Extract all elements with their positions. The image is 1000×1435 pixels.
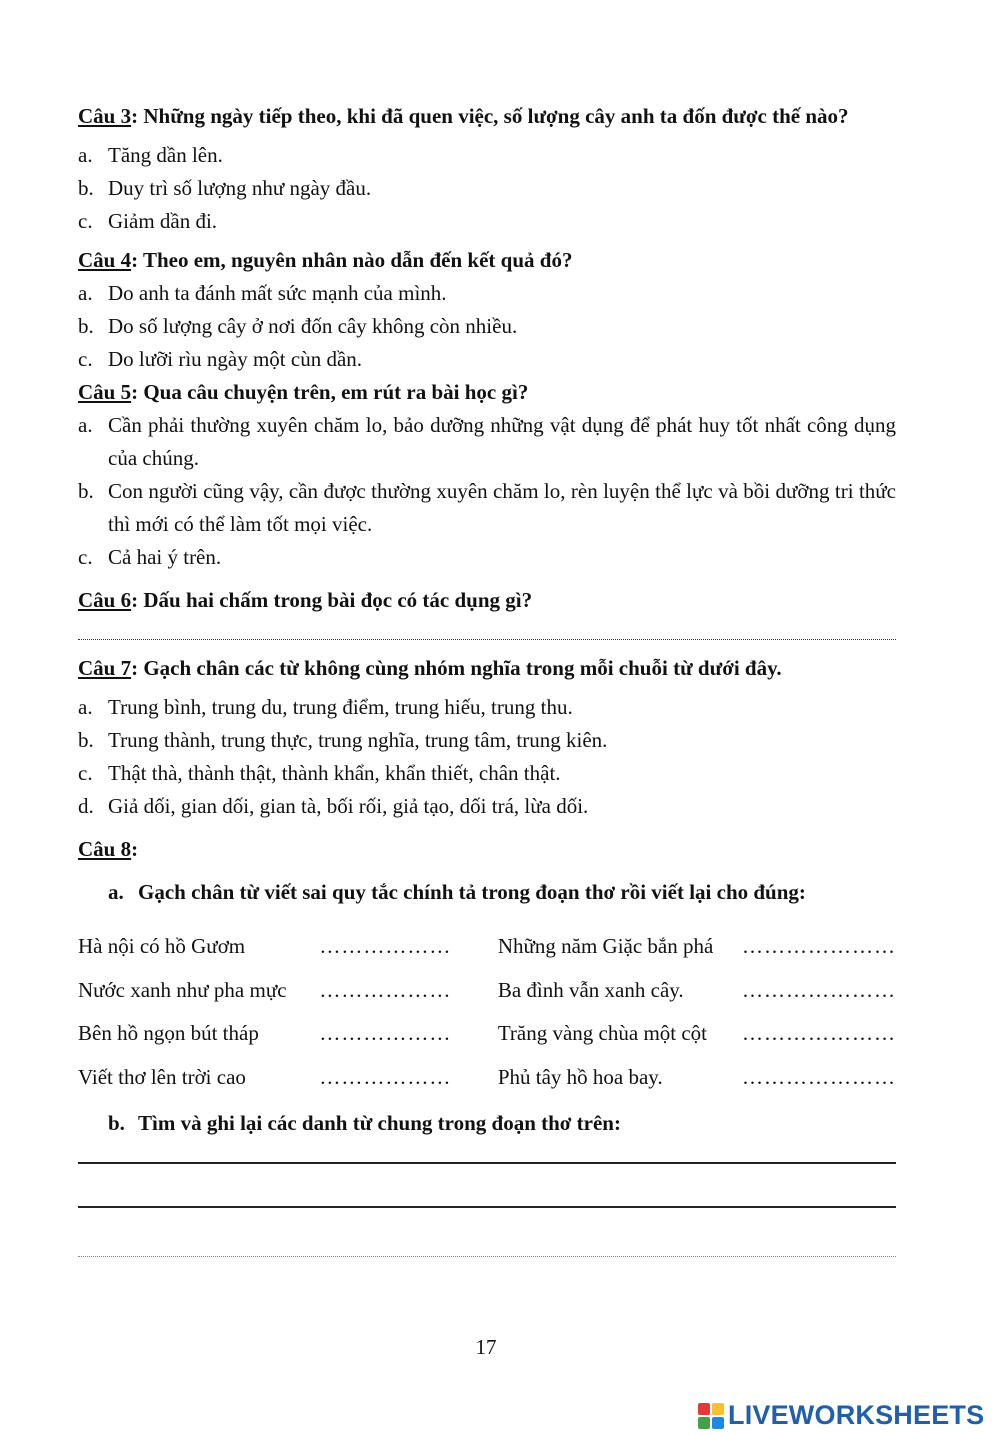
page-number: 17 [475, 1335, 497, 1359]
subquestion-a [108, 876, 896, 909]
option-letter: b. [78, 728, 94, 752]
option-item [78, 343, 896, 376]
option-item [78, 277, 896, 310]
answer-blank[interactable]: ……………… [319, 934, 452, 959]
answer-line[interactable] [78, 1256, 896, 1257]
option-letter: c. [78, 545, 93, 569]
option-text: Giảm dần đi. [108, 209, 218, 233]
option-item [78, 757, 896, 790]
question-number: Câu 6 [78, 588, 132, 612]
option-item [78, 724, 896, 757]
poem-line-right: Trăng vàng chùa một cột [497, 1021, 708, 1046]
subquestion-text: Gạch chân từ viết sai quy tắc chính tả trong đoạn thơ rồi viết lại cho đúng: [138, 880, 806, 904]
poem-row [78, 969, 896, 1013]
question-text: : [131, 837, 139, 861]
question-3 [78, 100, 896, 133]
poem-table [78, 925, 896, 1099]
poem-line-left: Viết thơ lên trời cao [78, 1064, 246, 1089]
subquestion-letter: b. [108, 1111, 125, 1135]
option-letter: d. [78, 794, 94, 818]
answer-blank[interactable]: ……………… [319, 1021, 452, 1046]
liveworksheets-logo [698, 1400, 984, 1431]
poem-line-left: Hà nội có hồ Gươm [78, 934, 246, 959]
question-text: : Theo em, nguyên nhân nào dẫn đến kết quả đó? [131, 248, 573, 272]
poem-line-right: Phủ tây hồ hoa bay. [497, 1064, 663, 1089]
option-letter: b. [78, 479, 94, 503]
poem-line-right: Ba đình vẫn xanh cây. [497, 977, 684, 1002]
subquestion-b [108, 1107, 896, 1140]
question-7 [78, 652, 896, 685]
answer-blank[interactable]: ……………… [319, 1064, 452, 1089]
option-item [78, 205, 896, 238]
option-text: Do lưỡi rìu ngày một cùn dần. [108, 347, 363, 371]
poem-line-right: Những năm Giặc bắn phá [497, 934, 714, 959]
question-number: Câu 7 [78, 656, 132, 680]
answer-blank[interactable]: ………………… [742, 934, 896, 959]
question-text: : Những ngày tiếp theo, khi đã quen việc, số lượng cây anh ta đốn được thế nào? [131, 104, 849, 128]
worksheet-page [78, 100, 896, 1257]
option-text: Tăng dần lên. [108, 143, 223, 167]
question-number: Câu 3 [78, 104, 132, 128]
option-text: Giả dối, gian dối, gian tà, bối rối, giả tạo, dối trá, lừa dối. [108, 794, 589, 818]
option-letter: a. [78, 281, 93, 305]
option-item [78, 172, 896, 205]
option-text: Trung bình, trung du, trung điểm, trung hiếu, trung thu. [108, 695, 573, 719]
option-letter: a. [78, 695, 93, 719]
option-text: Cả hai ý trên. [108, 545, 222, 569]
option-text: Trung thành, trung thực, trung nghĩa, trung tâm, trung kiên. [108, 728, 608, 752]
option-letter: c. [78, 761, 93, 785]
question-6 [78, 584, 896, 617]
option-text: Thật thà, thành thật, thành khẩn, khẩn thiết, chân thật. [108, 761, 561, 785]
question-text: : Gạch chân các từ không cùng nhóm nghĩa trong mỗi chuỗi từ dưới đây. [131, 656, 782, 680]
answer-blank[interactable]: ……………… [319, 977, 452, 1002]
question-8 [78, 833, 896, 866]
subquestion-text: Tìm và ghi lại các danh từ chung trong đoạn thơ trên: [138, 1111, 621, 1135]
option-item [78, 409, 896, 475]
option-item [78, 310, 896, 343]
poem-line-left: Bên hồ ngọn bút tháp [78, 1021, 259, 1046]
option-text: Con người cũng vậy, cần được thường xuyên chăm lo, rèn luyện thể lực và bồi dưỡng tri thức thì mới có thể làm tốt mọi việc. [108, 479, 896, 536]
option-item [78, 475, 896, 541]
subquestion-letter: a. [108, 880, 124, 904]
option-text: Do anh ta đánh mất sức mạnh của mình. [108, 281, 447, 305]
logo-text: LIVEWORKSHEETS [728, 1400, 985, 1430]
option-text: Do số lượng cây ở nơi đốn cây không còn nhiều. [108, 314, 518, 338]
option-letter: c. [78, 209, 93, 233]
question-number: Câu 5 [78, 380, 132, 404]
question-number: Câu 8 [78, 837, 132, 861]
option-letter: b. [78, 314, 94, 338]
option-letter: b. [78, 176, 94, 200]
poem-row [78, 925, 896, 969]
answer-blank[interactable]: ………………… [742, 977, 896, 1002]
poem-row [78, 1056, 896, 1100]
option-text: Cần phải thường xuyên chăm lo, bảo dưỡng những vật dụng để phát huy tốt nhất công dụng của chúng. [108, 413, 896, 470]
question-5 [78, 376, 896, 409]
poem-line-left: Nước xanh như pha mực [78, 977, 287, 1002]
answer-blank[interactable]: ………………… [742, 1064, 896, 1089]
poem-row [78, 1012, 896, 1056]
option-item [78, 691, 896, 724]
answer-blank[interactable]: ………………… [742, 1021, 896, 1046]
question-4 [78, 244, 896, 277]
option-letter: c. [78, 347, 93, 371]
answer-line[interactable] [78, 639, 896, 640]
option-letter: a. [78, 143, 93, 167]
option-item [78, 139, 896, 172]
option-item [78, 541, 896, 574]
question-text: : Qua câu chuyện trên, em rút ra bài học gì? [131, 380, 529, 404]
option-item [78, 790, 896, 823]
option-letter: a. [78, 413, 93, 437]
question-text: : Dấu hai chấm trong bài đọc có tác dụng gì? [131, 588, 533, 612]
question-number: Câu 4 [78, 248, 132, 272]
option-text: Duy trì số lượng như ngày đầu. [108, 176, 372, 200]
logo-grid-icon [698, 1403, 724, 1429]
